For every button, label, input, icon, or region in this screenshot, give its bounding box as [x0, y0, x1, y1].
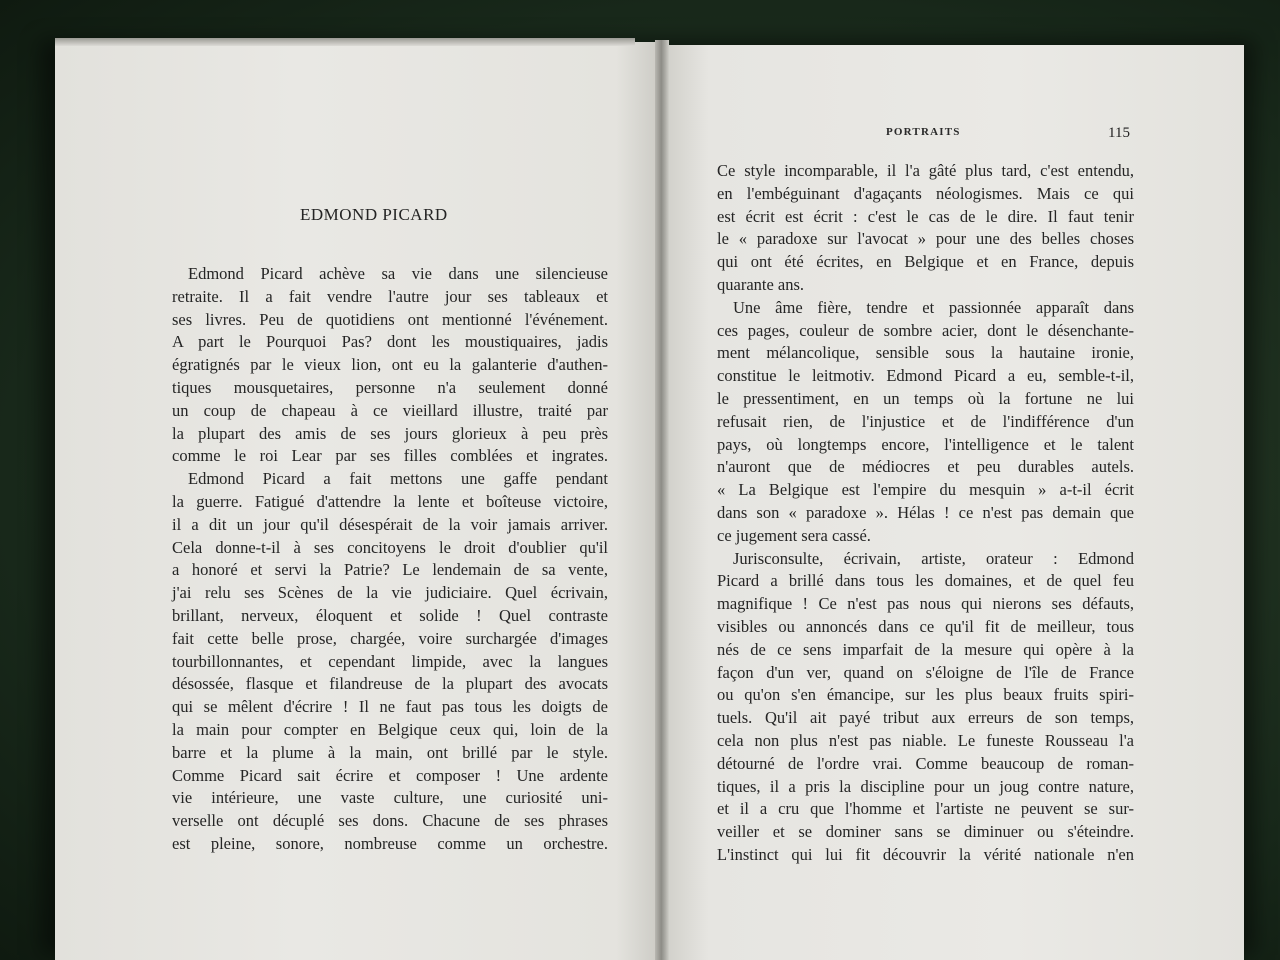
text-line: qui ont été écrites, en Belgique et en France, depuis — [717, 252, 1134, 272]
text-line: constitue le leitmotiv. Edmond Picard a eu, semble-t-il, — [717, 366, 1134, 386]
text-line: tiques, il a pris la discipline pour un joug contre nature, — [717, 776, 1134, 796]
text-line: qui se mêlent d'écrire ! Il ne faut pas tous les doigts de — [172, 697, 608, 717]
text-line: est écrit est écrit : c'est le cas de le dire. Il faut tenir — [717, 206, 1134, 226]
text-line: Comme Picard sait écrire et composer ! Une ardente — [172, 765, 608, 785]
text-line: nés de ce sens imparfait de la mesure qui opère à la — [717, 639, 1134, 659]
text-line: tuels. Qu'il ait payé tribut aux erreurs de son temps, — [717, 708, 1134, 728]
text-line: Edmond Picard a fait mettons une gaffe pendant — [188, 469, 608, 489]
text-line: n'auront que de médiocres et peu durables autels. — [717, 457, 1134, 477]
text-line: « La Belgique est l'empire du mesquin » a-t-il écrit — [717, 480, 1134, 500]
text-line: refusait rien, de l'injustice et de l'indifférence d'un — [717, 411, 1134, 431]
text-line: verselle ont décuplé ses dons. Chacune de ses phrases — [172, 811, 608, 831]
text-line: et il a cru que l'homme et l'artiste ne peuvent se sur- — [717, 799, 1134, 819]
text-line: détourné de l'ordre vrai. Comme beaucoup de roman- — [717, 753, 1134, 773]
text-line: fait cette belle prose, chargée, voire surchargée d'images — [172, 628, 608, 648]
text-line: ou qu'on s'en émancipe, sur les plus beaux fruits spiri- — [717, 685, 1134, 705]
text-line: il a dit un jour qu'il désespérait de la voir jamais arriver. — [172, 514, 608, 534]
text-line: quarante ans. — [717, 274, 805, 294]
text-line: ment mélancolique, sensible sous la hautaine ironie, — [717, 343, 1134, 363]
text-line: tourbillonnantes, et cependant limpide, avec la langues — [172, 651, 608, 671]
text-line: la plupart des amis de ses jours glorieux à peu près — [172, 423, 608, 443]
text-line: ces pages, couleur de sombre acier, dont le désenchante- — [717, 320, 1134, 340]
text-line: magnifique ! Ce n'est pas nous qui nierons ses défauts, — [717, 594, 1134, 614]
text-line: la guerre. Fatigué d'attendre la lente et boîteuse victoire, — [172, 491, 608, 511]
text-line: Une âme fière, tendre et passionnée apparaît dans — [733, 297, 1134, 317]
text-line: désossée, flasque et filandreuse de la plupart des avocats — [172, 674, 608, 694]
text-line: pays, où longtemps encore, l'intelligence et le talent — [717, 434, 1134, 454]
text-line: dans son « paradoxe ». Hélas ! ce n'est pas demain que — [717, 502, 1134, 522]
text-line: comme le roi Lear par ses filles comblées et ingrates. — [172, 446, 608, 466]
text-line: Picard a brillé dans tous les domaines, et de quel feu — [717, 571, 1134, 591]
text-line: vie intérieure, une vaste culture, une curiosité uni- — [172, 788, 608, 808]
text-line: A part le Pourquoi Pas? dont les moustiquaires, jadis — [172, 332, 608, 352]
running-head: PORTRAITS — [886, 126, 961, 138]
text-line: Edmond Picard achève sa vie dans une silencieuse — [188, 264, 608, 283]
text-line: Ce style incomparable, il l'a gâté plus tard, c'est entendu, — [717, 161, 1134, 180]
text-line: a honoré et servi la Patrie? Le lendemain de sa vente, — [172, 560, 608, 580]
chapter-title: EDMOND PICARD — [300, 205, 448, 224]
book-gutter — [655, 40, 669, 960]
right-page-body — [717, 160, 1134, 867]
text-line: Jurisconsulte, écrivain, artiste, orateur : Edmond — [733, 548, 1134, 568]
text-line: brillant, nerveux, éloquent et solide ! Quel contraste — [172, 605, 608, 625]
text-line: en l'embéguinant d'agaçants néologismes. Mais ce qui — [717, 183, 1134, 203]
text-line: veiller et se dominer sans se diminuer ou s'éteindre. — [717, 822, 1134, 842]
text-line: est pleine, sonore, nombreuse comme un orchestre. — [172, 833, 608, 853]
text-line: le pressentiment, en un temps où la fortune ne lui — [717, 388, 1134, 408]
text-line: cela non plus n'est pas niable. Le funeste Rousseau l'a — [717, 730, 1134, 750]
text-line: la main pour compter en Belgique ceux qui, loin de la — [172, 719, 608, 739]
text-line: barre et la plume à la main, ont brillé par le style. — [172, 742, 608, 762]
text-line: égratignés par le vieux lion, ont eu la galanterie d'authen- — [172, 355, 608, 375]
left-page-body — [172, 263, 608, 856]
text-line: L'instinct qui lui fit découvrir la vérité nationale n'en — [717, 844, 1134, 864]
page-number: 115 — [1108, 125, 1130, 141]
text-line: j'ai relu ses Scènes de la vie judiciaire. Quel écrivain, — [172, 583, 608, 603]
text-line: un coup de chapeau à ce vieillard illustre, traité par — [172, 400, 608, 420]
text-line: Cela donne-t-il à ses concitoyens le droit d'oublier qu'il — [172, 537, 608, 557]
text-line: ce jugement sera cassé. — [717, 525, 871, 545]
text-line: tiques mousquetaires, personne n'a seulement donné — [172, 377, 608, 397]
text-line: le « paradoxe sur l'avocat » pour une des belles choses — [717, 229, 1134, 249]
text-line: retraite. Il a fait vendre l'autre jour ses tableaux et — [172, 286, 608, 306]
text-line: façon d'un ver, quand on s'éloigne de l'île de France — [717, 662, 1134, 682]
text-line: visibles ou annoncés dans ce qu'il fit de meilleur, tous — [717, 616, 1134, 636]
left-page-top-edge — [55, 38, 635, 46]
text-line: ses livres. Peu de quotidiens ont mentionné l'événement. — [172, 309, 608, 329]
